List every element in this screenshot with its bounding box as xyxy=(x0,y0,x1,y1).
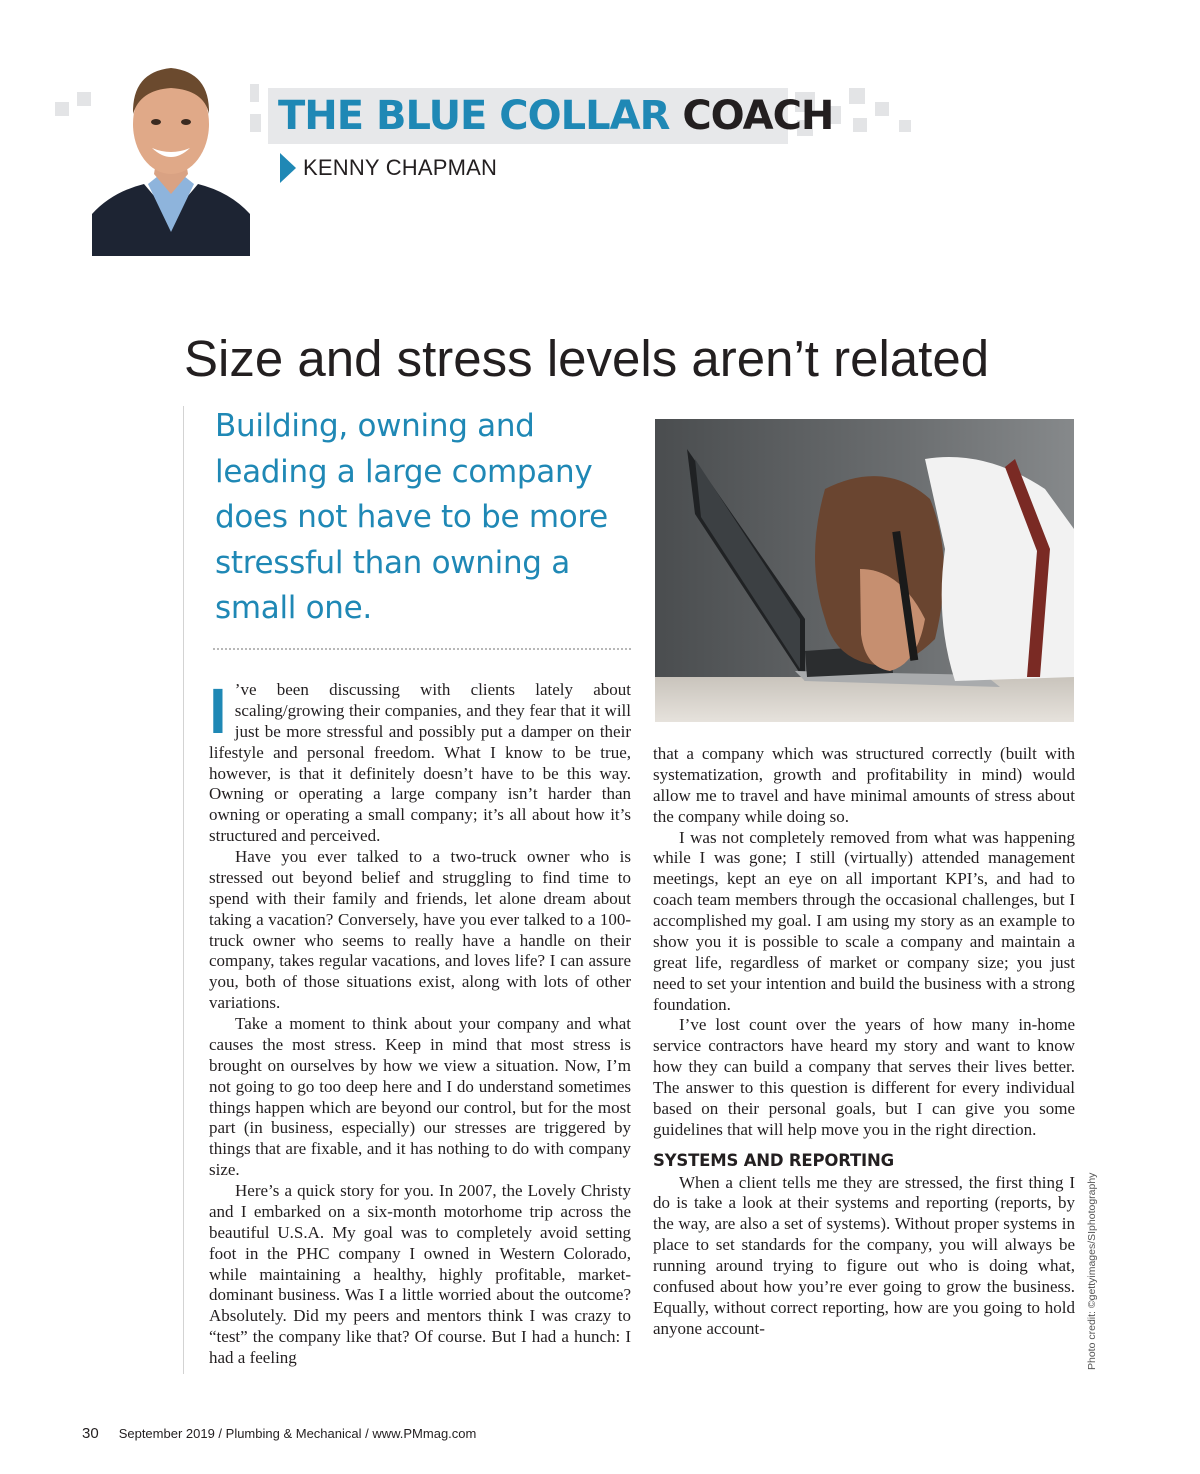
section-subhead: SYSTEMS AND REPORTING xyxy=(653,1150,894,1170)
article-column-left xyxy=(209,675,631,1369)
author-headshot xyxy=(92,44,250,256)
page-footer xyxy=(82,1425,476,1442)
footer-issue: September 2019 / Plumbing & Mechanical / www.PMmag.com xyxy=(118,1426,477,1441)
drop-cap: I xyxy=(209,675,227,747)
column-title-blue: THE BLUE COLLAR xyxy=(278,93,670,139)
paragraph: When a client tells me they are stressed, the first thing I do is take a look at their systems and reporting (reports, by the way, are also a set of systems). Without proper systems in place to set standards for the company, you will always be running around trying to figure out who is doing what, confused about how you’re ever going to grow the business. Equally, without correct reporting, how are you going to hold anyone account- xyxy=(653,1172,1075,1338)
paragraph xyxy=(209,675,631,847)
vertical-rule xyxy=(183,406,184,1374)
column-title xyxy=(278,88,833,144)
paragraph-text: ’ve been discussing with clients lately about scaling/growing their companies, and they fear that it will just be more stressful and possibly put a damper on their lifestyle and personal freedom. What I know to be true, however, is that it definitely doesn’t have to be this way. Owning or operating a large company isn’t harder than owning or operating a small company; it’s all about how it’s structured and perceived. xyxy=(209,680,631,846)
photo-credit: Photo credit: ©gettyimages/SIphotography xyxy=(1086,1172,1098,1370)
dotted-divider xyxy=(213,648,631,650)
paragraph: Take a moment to think about your company and what causes the most stress. Keep in mind that most stress is brought on ourselves by how we view a situation. Now, I’m not going to go too deep here and I do understand sometimes things happen which are beyond our control, but for the most part (in business, especially) our stresses are triggered by things that are fixable, and it has nothing to do with company size. xyxy=(209,1014,631,1180)
paragraph: I was not completely removed from what was happening while I was gone; I still (virtually) attended management meetings, kept an eye on all important KPI’s, and had to coach team members through the occasional challenges, but I accomplished my goal. I am using my story as an example to show you it is possible to scale a company and maintain a great life, regardless of market or company size; you just need to set your intention and build the business with a strong foundation. xyxy=(653,827,1075,1014)
article-photo xyxy=(655,419,1074,722)
paragraph: I’ve lost count over the years of how many in-home service contractors have heard my story and want to know how they can build a company that serves their lives better. The answer to this question is different for every individual based on their personal goals, but I can give you some guidelines that will help move you in the right direction. xyxy=(653,1015,1075,1139)
article-headline: Size and stress levels aren’t related xyxy=(184,330,990,387)
article-deck: Building, owning and leading a large company does not have to be more stressful than owning a small one. xyxy=(215,408,608,627)
page-number: 30 xyxy=(82,1425,99,1442)
paragraph: Have you ever talked to a two-truck owner who is stressed out beyond belief and struggling to find time to spend with their family and friends, let alone dream about taking a vacation? Conversely, have you ever talked to a 100-truck owner who seems to really have a handle on their company, takes regular vacations, and loves life? I can assure you, both of those situations exist, along with lots of other variations. xyxy=(209,847,631,1013)
author-name: KENNY CHAPMAN xyxy=(303,155,498,180)
play-arrow-icon xyxy=(280,153,296,183)
column-title-dark: COACH xyxy=(682,93,834,139)
article-column-right xyxy=(653,744,1075,1340)
paragraph: Here’s a quick story for you. In 2007, the Lovely Christy and I embarked on a six-month motorhome trip across the beautiful U.S.A. My goal was to completely avoid setting foot in the PHC company I owned in Western Colorado, while maintaining a healthy, highly profitable, market-dominant business. Was I a little worried about the outcome? Absolutely. Did my peers and mentors think I was crazy to “test” the company like that? Of course. But I had a hunch: I had a feeling xyxy=(209,1181,631,1367)
paragraph: that a company which was structured correctly (built with systematization, growth and profitability in mind) would allow me to travel and have minimal amounts of stress about the company while doing so. xyxy=(653,744,1075,826)
